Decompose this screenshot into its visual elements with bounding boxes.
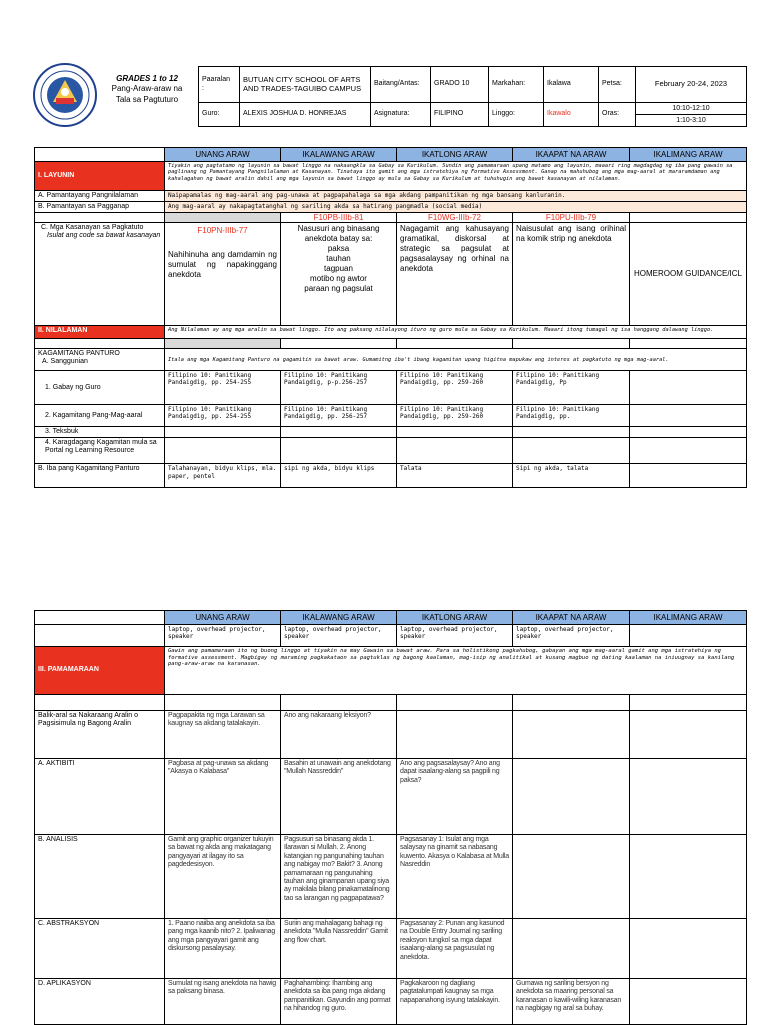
iba-day-3: Talata — [397, 464, 513, 488]
day-header-4: IKAAPAT NA ARAW — [513, 611, 630, 625]
plan-table-1 — [34, 147, 747, 488]
petsa-label: Petsa: — [599, 67, 636, 103]
nilalaman-text: Ang Nilalaman ay ang mga aralin sa bawat linggo. Ito ang paksang nilalayong ituro ng guro mula sa Gabay sa Kurikulum. Maaari itong tumagal ng isa hanggang dalawang linggo. — [165, 326, 747, 339]
abstraksyon-day-4 — [513, 919, 630, 979]
aktibiti-day-1: Pagbasa at pag-unawa sa akdang "Akasya o Kalabasa" — [165, 759, 281, 835]
karagdagan-label: 4. Karagdagang Kagamitan mula sa Portal ng Learning Resource — [35, 438, 165, 464]
aplikasyon-day-1: Sumulat ng isang anekdota na hawig sa paksang binasa. — [165, 979, 281, 1025]
day-header-3: IKATLONG ARAW — [397, 148, 513, 162]
abstraksyon-label: C. ABSTRAKSYON — [35, 919, 165, 979]
kasanayan-day-3: Nagagamit ang kahusayang gramatikal, diskorsal at strategic sa pagsulat at pagsasalaysay ng orhinal na anekdota — [397, 223, 513, 326]
aktibiti-day-4 — [513, 759, 630, 835]
title-line-2: Pang-Araw-araw na — [111, 84, 183, 94]
analisis-day-1: Gamit ang graphic organizer tukuyin sa bawat ng akda ang makatagang pangyayari at ilagay ito sa pagdedesisyon. — [165, 835, 281, 919]
kasanayan-day-2: Nasusuri ang binasang anekdota batay sa: paksa tauhan tagpuan motibo ng awtor paraan ng pagsulat — [281, 223, 397, 326]
oras-value: 10:10-12:10 1:10-3:10 — [636, 103, 747, 127]
pangmag-label: 2. Kagamitang Pang-Mag-aaral — [35, 405, 165, 427]
plan-table-2 — [34, 610, 747, 1025]
gabay-day-4: Filipino 10: Panitikang Pandaigdig, Pp — [513, 371, 630, 405]
markahan-label: Markahan: — [489, 67, 544, 103]
aplikasyon-day-2: Paghahambing: Ihambing ang anekdota sa iba pang mga akdang pampanitikan. Gayundin ang pormat na hihandog ng guro. — [281, 979, 397, 1025]
abstraksyon-day-1: 1. Paano naiiba ang anekdota sa iba pang mga kaanib nito? 2. Ipaliwanag ang mga pangyayari gamit ang diskursong pasalaysay. — [165, 919, 281, 979]
day-header-4: IKAAPAT NA ARAW — [513, 148, 630, 162]
oras-label: Oras: — [599, 103, 636, 127]
code-day-4: F10PU-IIIb-79 — [545, 213, 597, 223]
kasanayan-label: C. Mga Kasanayan sa Pagkatuto Isulat ang code sa bawat kasanayan — [35, 223, 165, 326]
guro-label: Guro: — [199, 103, 240, 127]
aktibiti-label: A. AKTIBITI — [35, 759, 165, 835]
layunin-label: I. LAYUNIN — [35, 162, 165, 191]
pamantayang-pangnilalaman-text: Naipapamalas ng mag-aaral ang pag-unawa at pagpapahalaga sa mga akdang pampanitikan ng mga bansang kanluranin. — [165, 191, 747, 202]
analisis-day-3: Pagsasanay 1: Isulat ang mga salaysay na ginamit sa nabasang kuwento. Akasya o Kalabasa at Mulla Nasreddin — [397, 835, 513, 919]
gabay-day-1: Filipino 10: Panitikang Pandaigdig, pp. 254-255 — [165, 371, 281, 405]
devices-day-3: laptop, overhead projector, speaker — [397, 625, 513, 647]
devices-day-4: laptop, overhead projector, speaker — [513, 625, 630, 647]
aplikasyon-label: D. APLIKASYON — [35, 979, 165, 1025]
paaralan-label: Paaralan : — [199, 67, 240, 103]
kagamitan-label: KAGAMITANG PANTURO A. Sanggunian — [35, 349, 165, 371]
devices-day-2: laptop, overhead projector, speaker — [281, 625, 397, 647]
aplikasyon-day-4: Gumawa ng sariling bersyon ng anekdota sa maaring personal sa karanasan o kawili-wiling karanasan na nagbigay ng aral sa buhay. — [513, 979, 630, 1025]
header-table — [198, 66, 747, 127]
kasanayan-day-5: HOMEROOM GUIDANCE/ICL — [630, 223, 747, 326]
asignatura-label: Asignatura: — [371, 103, 431, 127]
iba-day-2: sipi ng akda, bidyu klips — [281, 464, 397, 488]
iba-day-1: Talahanayan, bidyu klips, mla. paper, pentel — [165, 464, 281, 488]
markahan-value: Ikalawa — [544, 67, 599, 103]
day-header-1: UNANG ARAW — [165, 148, 281, 162]
kasanayan-day-1: F10PN-IIIb-77 Nahihinuha ang damdamin ng sumulat ng napakinggang anekdota — [165, 223, 281, 326]
gabay-day-3: Filipino 10: Panitikang Pandaigdig, pp. 259-260 — [397, 371, 513, 405]
code-day-2: F10PB-IIIb-81 — [313, 213, 364, 223]
pangmag-day-4: Filipino 10: Panitikang Pandaigdig, pp. — [513, 405, 630, 427]
baitang-label: Baitang/Antas: — [371, 67, 431, 103]
balik-aral-day-1: Pagpapakita ng mga Larawan sa kaugnay sa akdang tatalakayin. — [165, 711, 281, 759]
pamantayan-pagganap-label: B. Pamantayan sa Pagganap — [35, 202, 165, 213]
balik-aral-day-3 — [397, 711, 513, 759]
analisis-day-2: Pagsusuri sa binasang akda 1. Ilarawan si Mullah. 2. Anong katangian ng pangunahing tauhan ang nabigay mo? Bakit? 3. Anong pamamaraan ng pangunahing tauhan ang ginampanan upang siya ay makilala bilang pinakamatalinong tao sa larangan ng pagpapatawa? — [281, 835, 397, 919]
nilalaman-label: II. NILALAMAN — [35, 326, 165, 339]
pamamaraan-text: Gawin ang pamamaraan ito ng buong linggo at tiyakin na may Gawain sa bawat araw. Para sa holistikong pagkahubog, gabayan ang mga mag-aaral gamit ang mga istratehiya ng formative assessment. Magbigay ng maraming pagkakataon sa pagtuklas ng bagong kaalaman, mag-isip ng analitikal at kusang magbuo ng dating kaalaman na iniuugnay sa kanilang pang-araw-araw na karanasan. — [165, 647, 747, 695]
abstraksyon-day-3: Pagsasanay 2: Punan ang kasunod na Double Entry Journal ng sariling reaksyon tungkol sa mga dapat isaalang-alang sa pagsusulat ng anekdota. — [397, 919, 513, 979]
balik-aral-label: Balik-aral sa Nakaraang Aralin o Pagsisimula ng Bagong Aralin — [35, 711, 165, 759]
day-header-3: IKATLONG ARAW — [397, 611, 513, 625]
linggo-value: Ikawalo — [544, 103, 599, 127]
analisis-label: B. ANALISIS — [35, 835, 165, 919]
abstraksyon-day-2: Suriin ang mahalagang bahagi ng anekdota "Mulla Nassreddin" Gamit ang flow chart. — [281, 919, 397, 979]
title-line-1: GRADES 1 to 12 — [116, 74, 178, 83]
linggo-label: Linggo: — [489, 103, 544, 127]
analisis-day-4 — [513, 835, 630, 919]
pamamaraan-label: III. PAMAMARAAN — [35, 647, 165, 695]
code-day-1: F10PN-IIIb-77 — [197, 226, 248, 236]
devices-day-1: laptop, overhead projector, speaker — [165, 625, 281, 647]
pamantayang-pangnilalaman-label: A. Pamantayang Pangnilalaman — [35, 191, 165, 202]
iba-label: B. Iba pang Kagamitang Panturo — [35, 464, 165, 488]
pangmag-day-1: Filipino 10: Panitikang Pandaigdig, pp. 254-255 — [165, 405, 281, 427]
petsa-value: February 20-24, 2023 — [636, 67, 747, 103]
day-header-1: UNANG ARAW — [165, 611, 281, 625]
balik-aral-day-2: Ano ang nakaraang leksiyon? — [281, 711, 397, 759]
kasanayan-day-4: Naisusulat ang isang orihinal na komik strip ng anekdota — [513, 223, 630, 326]
guro-value: ALEXIS JOSHUA D. HONREJAS — [240, 103, 371, 127]
kagamitan-text: Itala ang mga Kagamitang Panturo na gagamitin sa bawat araw. Gumamitng iba't ibang kagamitan upang higitna mapukaw ang interes at pagkatuto ng mga mag-aaral. — [165, 349, 747, 371]
baitang-value: GRADO 10 — [431, 67, 489, 103]
code-day-3: F10WG-IIIb-72 — [428, 213, 481, 223]
day-header-2: IKALAWANG ARAW — [281, 611, 397, 625]
balik-aral-day-4 — [513, 711, 630, 759]
pangmag-day-3: Filipino 10: Panitikang Pandaigdig, pp. 259-260 — [397, 405, 513, 427]
aktibiti-day-2: Basahin at unawain ang anekdotang "Mullah Nassreddin" — [281, 759, 397, 835]
day-header-5: IKALIMANG ARAW — [630, 148, 747, 162]
gabay-label: 1. Gabay ng Guro — [35, 371, 165, 405]
day-header-5: IKALIMANG ARAW — [630, 611, 747, 625]
pangmag-day-2: Filipino 10: Panitikang Pandaigdig, pp. 256-257 — [281, 405, 397, 427]
title-line-3: Tala sa Pagtuturo — [115, 94, 179, 104]
iba-day-4: Sipi ng akda, talata — [513, 464, 630, 488]
gabay-day-2: Filipino 10: Panitikang Pandaigdig, p-p.256-257 — [281, 371, 397, 405]
deped-logo — [32, 62, 98, 128]
paaralan-value: BUTUAN CITY SCHOOL OF ARTS AND TRADES-TAGUIBO CAMPUS — [240, 67, 371, 103]
day-header-2: IKALAWANG ARAW — [281, 148, 397, 162]
asignatura-value: FILIPINO — [431, 103, 489, 127]
pamantayan-pagganap-text: Ang mag-aaral ay nakapagtatanghal ng sariling akda sa hatirang pangmadla (social media) — [165, 202, 747, 213]
aktibiti-day-3: Ano ang pagsasalaysay? Ano ang dapat isaalang-alang sa pagpili ng paksa? — [397, 759, 513, 835]
title-block — [98, 74, 196, 105]
teksbuk-label: 3. Teksbuk — [35, 427, 165, 438]
layunin-text: Tiyakin ang pagtatamo ng layunin sa bawat linggo na nakaangkla sa Gabay sa Kurikulum. Sundin ang pamamaraan upang matamo ang layunin, maaari ring magdagdag ng iba pang gawain sa paglinang ng Pamantayang Pangnilalaman at Kasanayan. Tinataya ito gamit ang mga istratehiya ng Formative Assessment. Ganap na mahuhubog ang mga mag-aaral at mararamdaman ang kahalagahan ng bawat aralin dahil ang mga layunin sa bawat linggo ay mula sa Gabay sa Kurikulum at tuhuhugin ang bawat kasanayan at nilalaman. — [165, 162, 747, 191]
aplikasyon-day-3: Pagkakaroon ng dagliang pagtatalumpati kaugnay sa mga napapanahong isyung tatalakayin. — [397, 979, 513, 1025]
